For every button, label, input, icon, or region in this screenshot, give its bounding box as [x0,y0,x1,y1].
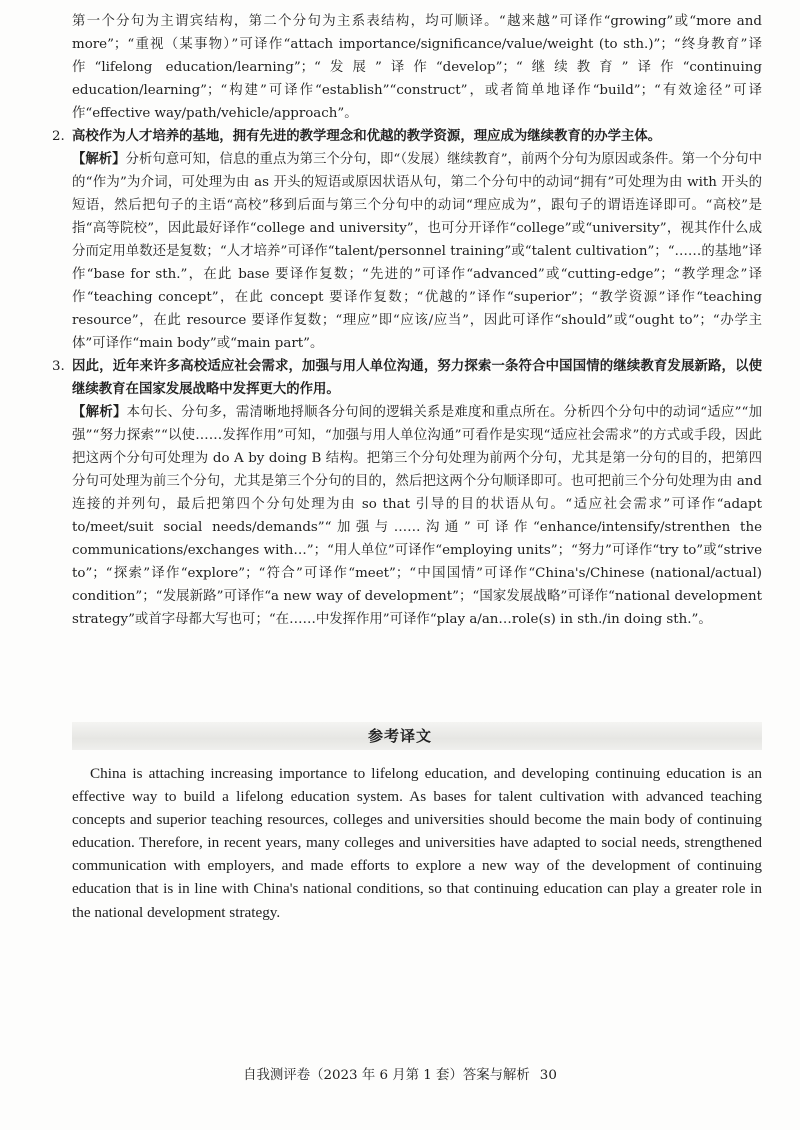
analysis-section [52,10,763,631]
item-3 [52,355,763,631]
analysis-text: 分析句意可知，信息的重点为第三个分句，即“（发展）继续教育”，前两个分句为原因或条件。第一个分句中的“作为”为介词，可处理为由 as 开头的短语或原因状语从句，第二个分句中的动词“拥有”可处理为由 with 开头的短语，然后把句子的主语“高校”移到后面与第三个分句中的动词“理应成为”，跟句子的谓语连译即可。“高校”是指“高等院校”，因此最好译作“college and university”，也可分开译作“college”或“university”，视其作什么成分而定用单数还是复数；“人才培养”可译作“talent/personnel training”或“talent cultivation”；“……的基地”译作“base for sth.”，在此 base 要译作复数；“先进的”可译作“advanced”或“cutting-edge”；“教学理念”译作“teaching concept”，在此 concept 要译作复数；“优越的”译作“superior”；“教学资源”译作“teaching resource”，在此 resource 要译作复数；“理应”即“应该/应当”，因此可译作“should”或“ought to”；“办学主体”可译作“main body”或“main part”。 [72,152,762,351]
analysis-tag: 【解析】 [72,152,126,167]
item-question: 因此，近年来许多高校适应社会需求，加强与用人单位沟通，努力探索一条符合中国国情的继续教育发展新路，以使继续教育在国家发展战略中发挥更大的作用。 [72,359,762,397]
analysis-tag: 【解析】 [72,405,127,420]
item-question: 高校作为人才培养的基地，拥有先进的教学理念和优越的教学资源，理应成为继续教育的办学主体。 [72,129,662,144]
item-number: 3. [52,359,65,374]
item-analysis [72,401,762,631]
item-2 [52,125,762,355]
reference-translation: China is attaching increasing importance to lifelong education, and developing continuing education is an effective way to build a lifelong education system. As bases for talent cultivation with advanced teaching concepts and superior teaching resources, colleges and universities should become the main body of continuing education. Therefore, in recent years, many colleges and universities have adapted to social needs, strengthened communication with employers, and made efforts to explore a new way of the development of continuing education that is in line with China's national conditions, so that continuing education can play a greater role in the national development strategy. [72,765,762,921]
page-footer [0,1066,800,1086]
continuation-paragraph: 第一个分句为主谓宾结构，第二个分句为主系表结构，均可顺译。“越来越”可译作“growing”或“more and more”；“重视（某事物）”可译作“attach importance/significance/value/weight (to sth.)”；“终身教育”译作“lifelong education/learning”；“发展”译作“develop”；“继续教育”译作“continuing education/learning”；“构建”可译作“establish”“construct”，或者简单地译作“build”；“有效途径”可译作“effective way/path/vehicle/approach”。 [72,14,762,121]
analysis-text: 本句长、分句多，需清晰地捋顺各分句间的逻辑关系是难度和重点所在。分析四个分句中的动词“适应”“加强”“努力探索”“以使……发挥作用”可知，“加强与用人单位沟通”可看作是实现“适应社会需求”的方式或手段，因此把这两个分句可处理为 do A by doing B 结构。把第三个分句处理为前两个分句，尤其是第一分句的目的，把第四分句可处理为前三个分句，尤其是第三个分句的目的，然后把这两个分句顺译即可。也可把前三个分句处理为由 and 连接的并列句，最后把第四个分句处理为由 so that 引导的目的状语从句。“适应社会需求”可译作“adapt to/meet/suit social needs/demands”“加强与……沟通”可译作“enhance/intensify/strenthen the communications/exchanges with…”；“用人单位”可译作“employing units”；“努力”可译作“try to”或“strive to”；“探索”译作“explore”；“符合”可译作“meet”；“中国国情”可译作“China's/Chinese (national/actual) condition”；“发展新路”可译作“a new way of development”；“国家发展战略”可译作“national development strategy”或首字母都大写也可；“在……中发挥作用”可译作“play a/an…role(s) in sth./in doing sth.”。 [72,405,763,627]
item-analysis [72,148,762,355]
section-title: 参考译文 [367,727,432,745]
footer-label: 自我测评卷（2023 年 6 月第 1 套）答案与解析 [243,1068,530,1083]
item-number: 2. [52,129,65,144]
page-number: 30 [539,1068,557,1083]
